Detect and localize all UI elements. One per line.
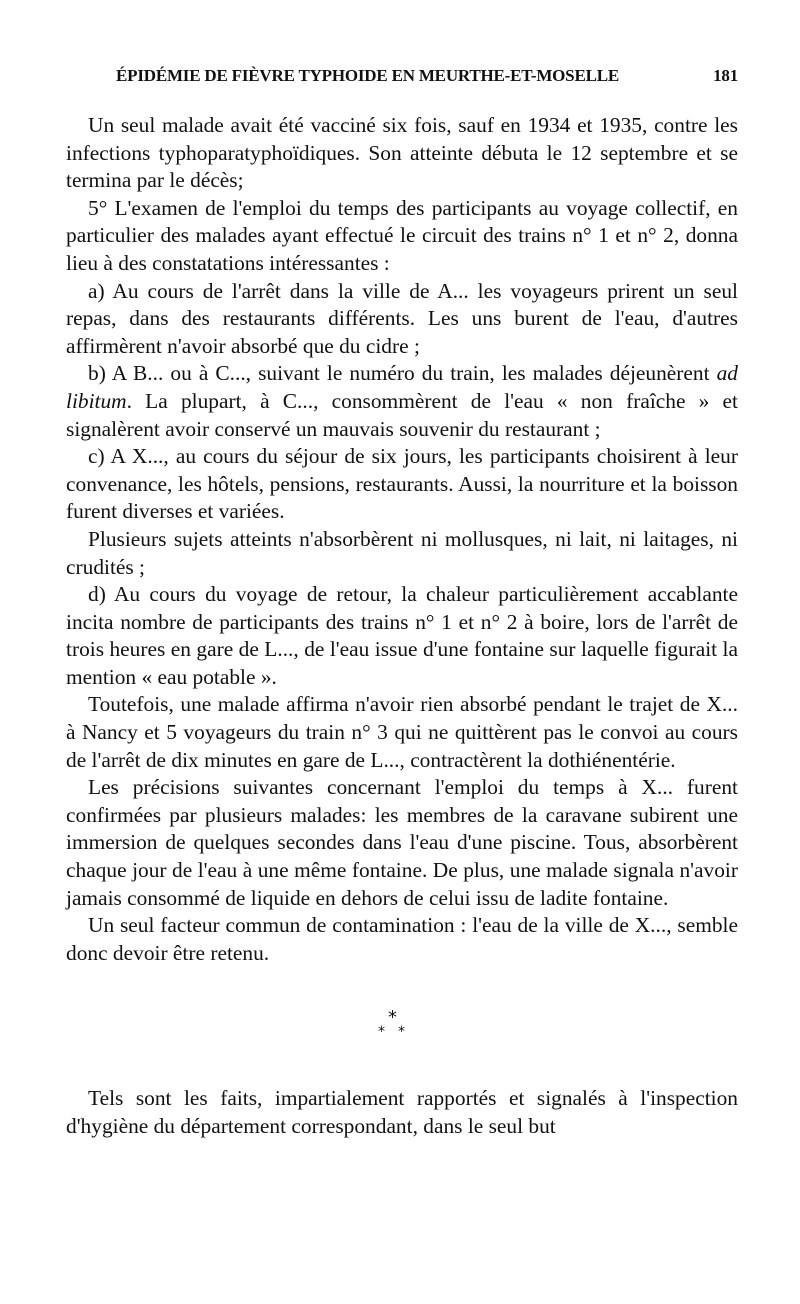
paragraph: Toutefois, une malade affirma n'avoir rien absorbé pendant le trajet de X... à Nancy et 5 voyageurs du train n° 3 qui ne quittèrent pas le convoi au cours de l'arrêt de dix minutes en gare de L..., contractèrent la dothiénentérie. — [66, 692, 738, 772]
paragraph — [66, 360, 738, 443]
paragraph: Plusieurs sujets atteints n'absorbèrent ni mollusques, ni lait, ni laitages, ni crudités ; — [66, 526, 738, 579]
paragraph: Un seul facteur commun de contamination : l'eau de la ville de X..., semble donc devoir être retenu. — [66, 913, 738, 965]
paragraph: Les précisions suivantes concernant l'emploi du temps à X... furent confirmées par plusieurs malades: les membres de la caravane subirent une immersion de quelques secondes dans l'eau d'une piscine. Tous, absorbèrent chaque jour de l'eau à une même fontaine. De plus, une malade signala n'avoir jamais consommé de liquide en dehors de celui issu de ladite fontaine. — [66, 775, 738, 910]
paragraph: Tels sont les faits, impartialement rapportés et signalés à l'inspection d'hygiène du département correspondant, dans le seul but — [66, 1086, 738, 1138]
paragraph: c) A X..., au cours du séjour de six jours, les participants choisirent à leur convenance, les hôtels, pensions, restaurants. Aussi, la nourriture et la boisson furent diverses et variées. — [66, 444, 738, 524]
asterism — [66, 1009, 738, 1045]
paragraph: d) Au cours du voyage de retour, la chaleur particulièrement accablante incita nombre de participants des trains n° 1 et n° 2 à boire, lors de l'arrêt de trois heures en gare de L..., de l'eau issue d'une fontaine sur laquelle figurait la mention « eau potable ». — [66, 582, 738, 689]
paragraph: Un seul malade avait été vacciné six fois, sauf en 1934 et 1935, contre les infections typhoparatyphoïdiques. Son atteinte débuta le 12 septembre et se termina par le décès; — [66, 113, 738, 193]
page — [66, 66, 738, 1141]
running-head — [66, 66, 738, 102]
italic-term: ad libitum — [66, 361, 738, 413]
page-number: 181 — [713, 66, 738, 85]
asterism-star: * — [388, 1007, 397, 1029]
paragraph: 5° L'examen de l'emploi du temps des participants au voyage collectif, en particulier des malades ayant effectué le circuit des trains n° 1 et n° 2, donna lieu à des constatations intéressantes : — [66, 195, 738, 275]
paragraph: a) Au cours de l'arrêt dans la ville de A... les voyageurs prirent un seul repas, dans des restaurants différents. Les uns burent de l'eau, d'autres affirmèrent n'avoir absorbé que du cidre ; — [66, 278, 738, 358]
body-text — [66, 112, 738, 1141]
paragraph-text: . La plupart, à C..., consommèrent de l'eau « non fraîche » et signalèrent avoir conservé un mauvais souvenir du restaurant ; — [66, 388, 738, 441]
paragraph-text: b) A B... ou à C..., suivant le numéro du train, les malades déjeunèrent — [88, 361, 717, 386]
running-head-title: ÉPIDÉMIE DE FIÈVRE TYPHOIDE EN MEURTHE-ET-MOSELLE — [116, 66, 619, 85]
asterism-star: * — [378, 1024, 385, 1041]
asterism-star: * — [398, 1024, 405, 1041]
